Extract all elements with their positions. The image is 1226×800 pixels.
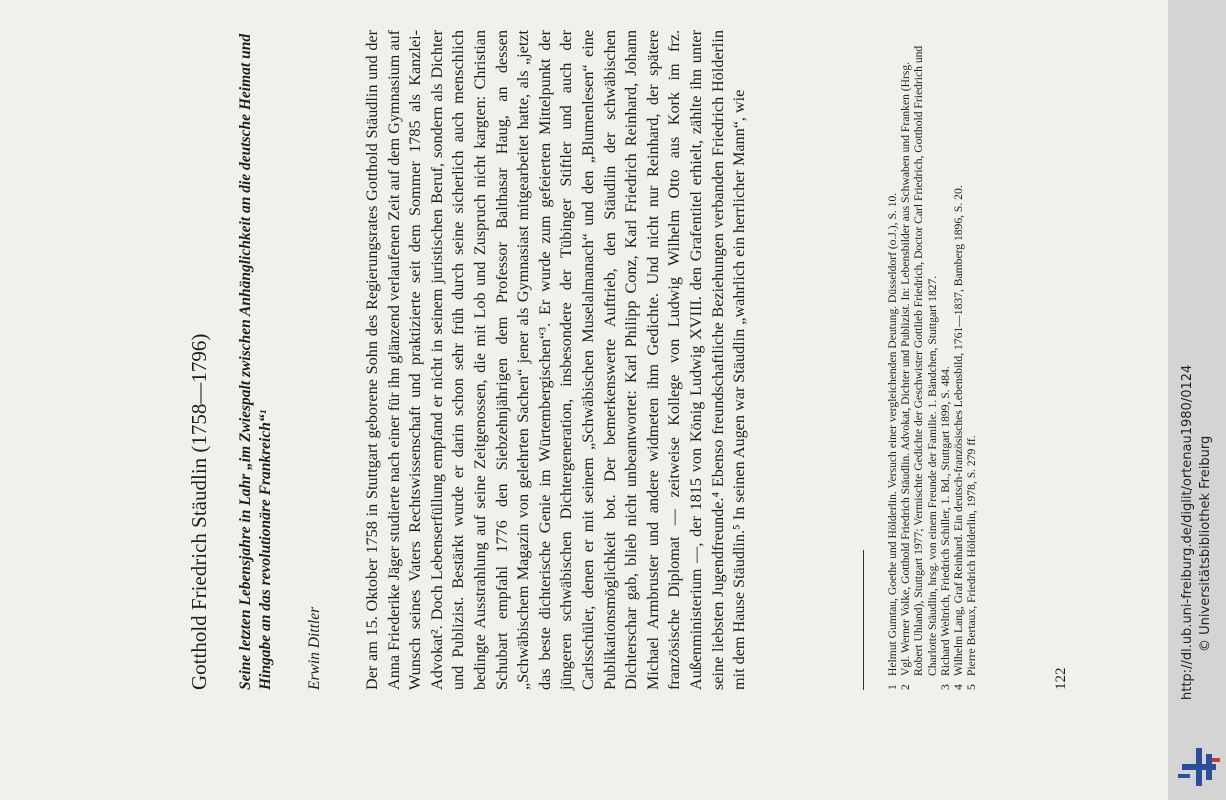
logo-stem xyxy=(1206,754,1212,780)
article-body xyxy=(362,30,751,690)
logo-stem xyxy=(1196,748,1202,786)
footnote-number: 1 xyxy=(886,684,899,690)
article-subtitle: Seine letzten Lebensjahre in Lahr „im Zwiespalt zwischen Anhänglichkeit an die deutsche Heimat und Hingabe an das revolutionäre Frankreich“¹ xyxy=(237,33,274,690)
footnote-3 xyxy=(939,40,952,690)
viewer-sidebar xyxy=(1168,0,1226,800)
footnote-2 xyxy=(899,40,939,690)
ub-freiburg-logo-icon[interactable] xyxy=(1176,744,1222,790)
footnote-number: 5 xyxy=(965,684,979,690)
footnote-text: Vgl. Werner Volke, Gotthold Friedrich Stäudlin. Advokat, Dichter und Publizist. In: Lebensbilder aus Schwaben und Franken (Hrsg. Robert Uhland), Stuttgart 1977; Vermischte Gedichte der Geschwister Gottlieb Friedrich, Doctor Carl Friedrich, Gotthold Friedrich und Charlotte Stäudlin, hrsg. von einem Freunde der Familie. 1. Bändchen, Stuttgart 1827. xyxy=(899,45,939,676)
footnote-divider xyxy=(863,550,864,690)
copyright-text: © Universitätsbibliothek Freiburg xyxy=(1198,435,1213,652)
sidebar-text xyxy=(1168,364,1213,800)
page-number: 122 xyxy=(1053,667,1069,690)
footnote-text: Richard Weltrich, Friedrich Schiller, 1. Bd., Stuttgart 1899, S. 484. xyxy=(938,366,952,676)
logo-bar xyxy=(1178,774,1190,778)
logo-accent xyxy=(1212,758,1220,762)
footnote-number: 2 xyxy=(899,684,913,690)
body-paragraph: Der am 15. Oktober 1758 in Stuttgart geborene Sohn des Regierungsrates Gotthold Stäudlin und der Anna Friederike Jäger studierte nach einer für ihn glänzend verlaufenen Zeit auf dem Gymnasium auf Wunsch seines Vaters Rechtswissenschaft und praktizierte seit dem Sommer 1785 als Kanzlei-Advokat². Doch Lebenserfüllung empfand er nicht in seinem juristischen Beruf, sondern als Dichter und Publizist. Bestärkt wurde er darin schon sehr früh durch seine sicherlich auch menschlich bedingte Ausstrahlung auf seine Zeitgenossen, die mit Lob und Zuspruch nicht kargten: Christian Schubart empfahl 1776 den Siebzehnjährigen dem Professor Balthasar Haug, an dessen „Schwäbischem Magazin von gelehrten Sachen“ jener als Gymnasiast mitgearbeitet hatte, als „jetzt das beste dichterische Genie im Würtembergischen“³. Er wurde zum gefeierten Mittelpunkt der jüngeren schwäbischen Dichtergeneration, insbesondere der Tübinger Stiftler und auch der Carlsschüler, denen er mit seinem „Schwäbischen Muselalmanach“ und den „Blumenlesen“ eine Publikationsmöglichkeit bot. Der bemerkenswerte Auftrieb, den Stäudlin der schwäbischen Dichterschar gab, blieb nicht unbeantwortet: Karl Philipp Conz, Karl Friedrich Reinhard, Johann Michael Armbruster und andere widmeten ihm Gedichte. Und nicht nur Reinhard, der spätere französische Diplomat — zeitweise Kollege von Ludwig Wilhelm Otto aus Kork im frz. Außenministerium —, der 1815 von König Ludwig XVIII. den Grafentitel erhielt, zählte ihn unter seine liebsten Jugendfreunde.⁴ Ebenso freundschaftliche Beziehungen verbanden Friedrich Hölderlin mit dem Hause Stäudlin.⁵ In seinen Augen war Stäudlin „wahrlich ein herrlicher Mann“, wie xyxy=(363,30,749,690)
footnote-number: 4 xyxy=(952,684,966,690)
footnote-text: Helmut Gumtau, Goethe und Hölderlin. Versuch einer vergleichenden Deutung. Düsseldorf (o.J.), S. 10. xyxy=(886,192,899,676)
footnote-number: 3 xyxy=(938,684,952,690)
footnote-4 xyxy=(952,40,965,690)
footnote-text: Pierre Bertaux, Friedrich Hölderlin, 1978, S. 279 ff. xyxy=(965,435,979,676)
article-title: Gotthold Friedrich Stäudlin (1758—1796) xyxy=(187,333,211,690)
footnotes xyxy=(886,40,978,690)
footnote-1 xyxy=(886,40,899,690)
source-url-link[interactable]: http://dl.ub.uni-freiburg.de/diglit/ortenau1980/0124 xyxy=(1180,364,1195,700)
article-author: Erwin Dittler xyxy=(306,606,323,690)
footnote-5 xyxy=(965,40,978,690)
footnote-text: Wilhelm Lang, Graf Reinhard. Ein deutsch-französisches Lebensbild, 1761—1837, Bamberg 1896, S. 20. xyxy=(952,185,966,676)
